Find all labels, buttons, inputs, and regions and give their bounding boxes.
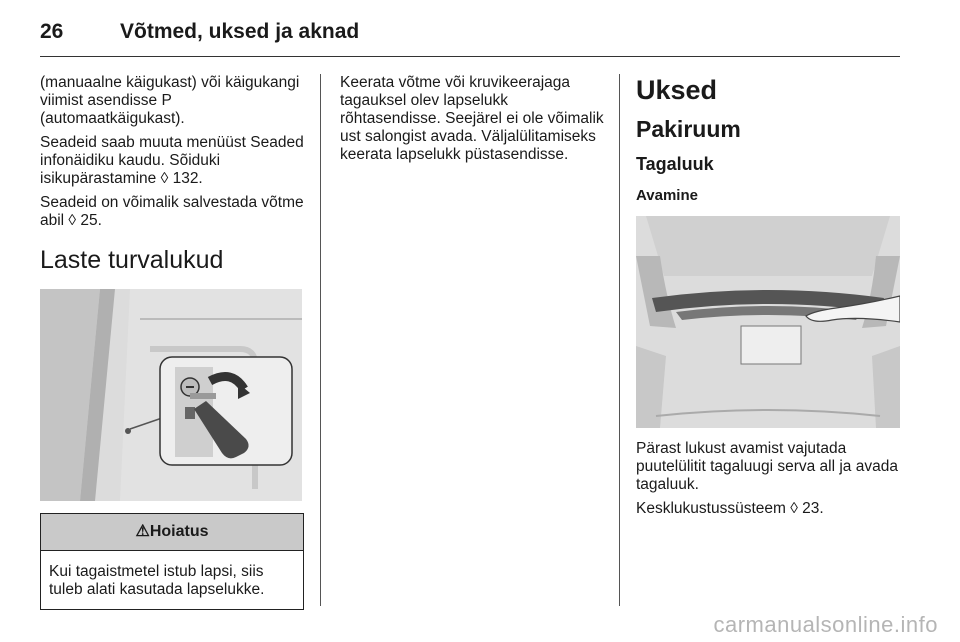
paragraph: Seadeid saab muuta menüüst Seaded infonäidiku kaudu. Sõiduki isikupärastamine ◊ 132.	[40, 134, 304, 187]
subsection-title: Pakiruum	[636, 116, 741, 142]
page-number: 26	[40, 20, 64, 43]
subsubsection-title: Tagaluuk	[636, 154, 714, 174]
watermark: carmanualsonline.info	[713, 612, 938, 637]
warning-text: Kui tagaistmetel istub lapsi, siis tuleb alati kasutada lapselukke.	[49, 563, 265, 598]
tailgate-opening-illustration	[636, 216, 900, 428]
section-title: Laste turvalukud	[40, 246, 224, 274]
warning-header	[41, 514, 303, 551]
page-header	[40, 14, 900, 57]
paragraph: (manuaalne käigukast) või käigukangi viimist asendisse P (automaatkäigukast).	[40, 74, 300, 127]
warning-title: Hoiatus	[149, 523, 209, 540]
paragraph: Seadeid on võimalik salvestada võtme abil ◊ 25.	[40, 194, 304, 229]
paragraph: Keerata võtme või kruvikeerajaga tagauksel olev lapselukk rõhtasendisse. Seejärel ei ole võimalik ust salongist avada. Väljalülitamiseks keerata lapselukk püstasendisse.	[340, 74, 604, 163]
column-left	[40, 74, 304, 610]
section-title: Uksed	[636, 75, 718, 105]
column-divider	[619, 74, 620, 606]
chapter-title: Võtmed, uksed ja aknad	[120, 20, 360, 43]
warning-box	[40, 513, 304, 610]
paragraph: Pärast lukust avamist vajutada puutelülitit tagaluugi serva all ja avada tagaluuk.	[636, 440, 898, 493]
warning-triangle-icon: ⚠	[135, 523, 150, 540]
column-divider	[320, 74, 321, 606]
warning-body	[41, 551, 303, 609]
column-middle	[340, 74, 604, 170]
column-right	[636, 74, 904, 524]
subheading: Avamine	[636, 187, 698, 204]
paragraph: Kesklukustussüsteem ◊ 23.	[636, 500, 824, 517]
child-safety-lock-illustration	[40, 289, 302, 501]
